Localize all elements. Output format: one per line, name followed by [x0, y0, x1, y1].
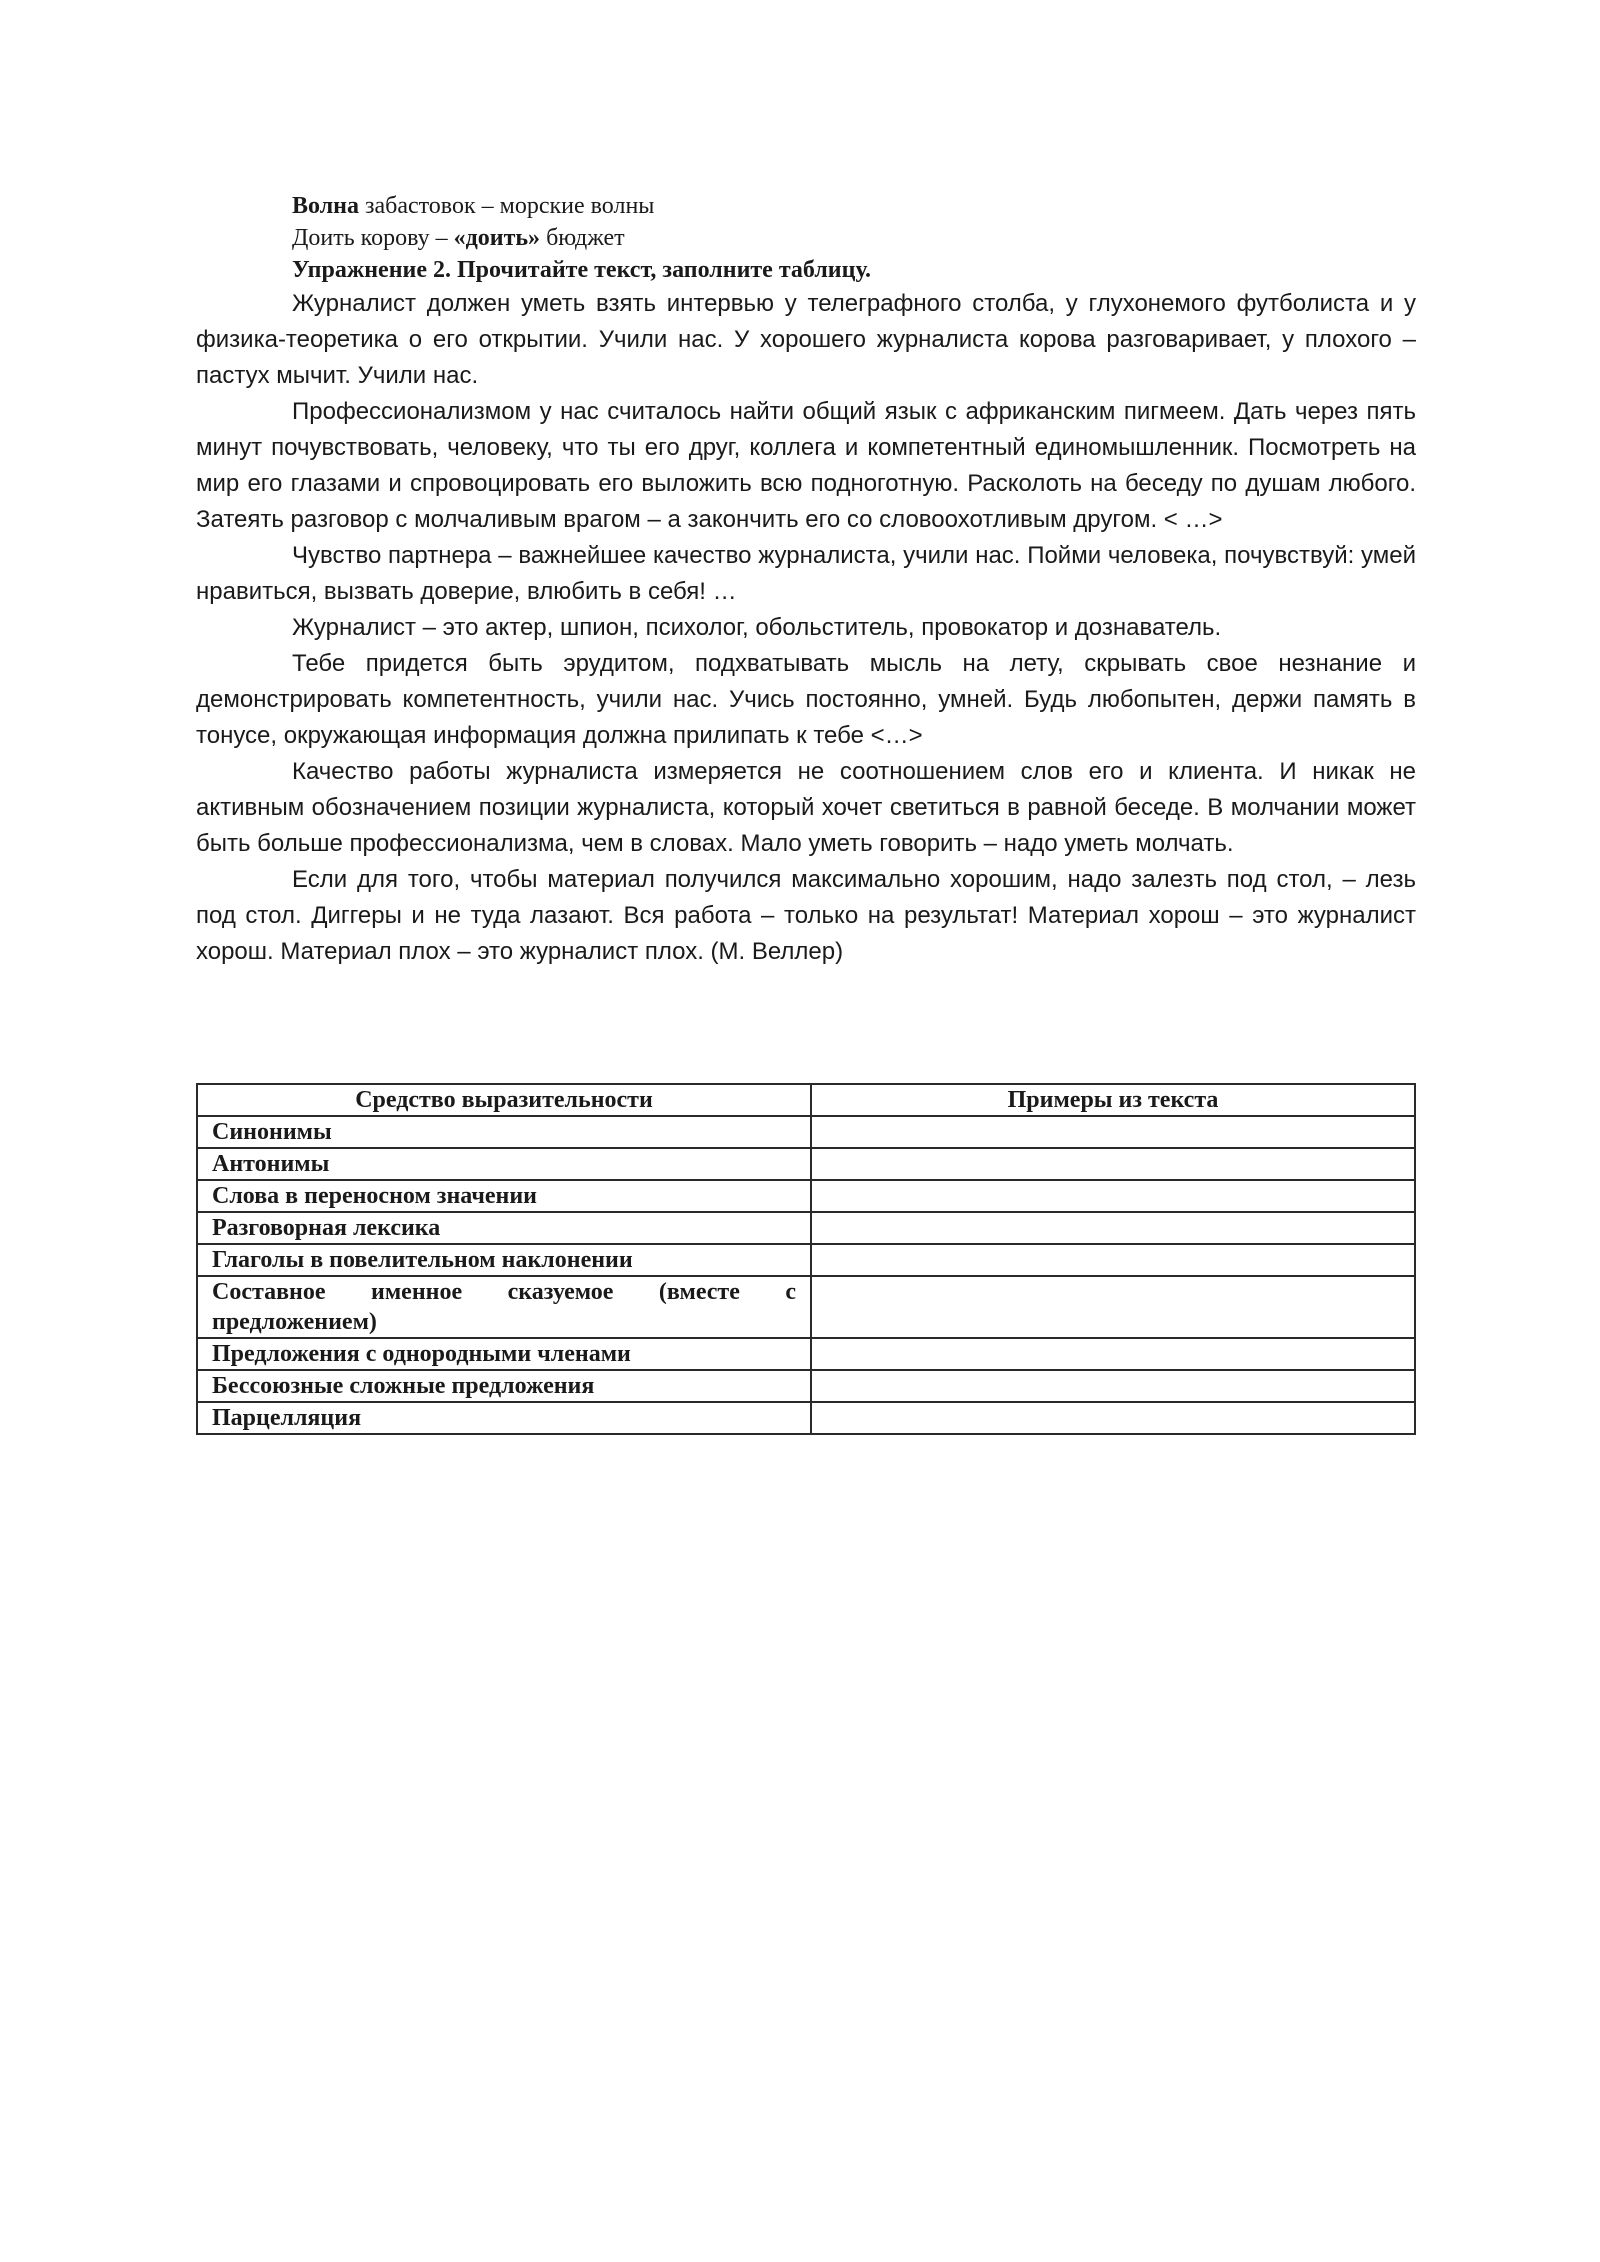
table-cell-means: Разговорная лексика [197, 1212, 811, 1244]
table-cell-examples[interactable] [811, 1338, 1415, 1370]
expressive-means-table [196, 1083, 1416, 1435]
table-cell-means: Парцелляция [197, 1402, 811, 1434]
table-cell-examples[interactable] [811, 1148, 1415, 1180]
intro-line-1-rest: забастовок – морские волны [358, 193, 655, 219]
table-header-examples: Примеры из текста [811, 1084, 1415, 1116]
paragraph: Журналист должен уметь взять интервью у телеграфного столба, у глухонемого футболиста и у физика-теоретика о его открытии. Учили нас. У хорошего журналиста корова разговаривает, у плохого – пастух мычит. Учили нас. [196, 290, 1416, 389]
intro-line-1 [196, 190, 1416, 222]
intro-line-2 [196, 222, 1416, 254]
table-cell-examples[interactable] [811, 1116, 1415, 1148]
table-cell-means: Антонимы [197, 1148, 811, 1180]
table-row [197, 1370, 1415, 1402]
table-cell-means: Глаголы в повелительном наклонении [197, 1244, 811, 1276]
table-row [197, 1180, 1415, 1212]
table-cell-means: Предложения с однородными членами [197, 1338, 811, 1370]
intro-line-2-bold: «доить» [453, 225, 541, 251]
table-cell-examples[interactable] [811, 1180, 1415, 1212]
paragraph: Качество работы журналиста измеряется не соотношением слов его и клиента. И никак не активным обозначением позиции журналиста, который хочет светиться в равной беседе. В молчании может быть больше профессионализма, чем в словах. Мало уметь говорить – надо уметь молчать. [196, 758, 1416, 857]
table-cell-examples[interactable] [811, 1370, 1415, 1402]
intro-line-2-end: бюджет [540, 225, 625, 251]
intro-line-1-bold: Волна [292, 193, 359, 219]
table-cell-examples[interactable] [811, 1212, 1415, 1244]
table-cell-examples[interactable] [811, 1402, 1415, 1434]
table-row [197, 1276, 1415, 1338]
table-cell-means: Бессоюзные сложные предложения [197, 1370, 811, 1402]
table-cell-means: Составное именное сказуемое (вместе с предложением) [197, 1276, 811, 1338]
table-row [197, 1116, 1415, 1148]
table-cell-means: Синонимы [197, 1116, 811, 1148]
table-row [197, 1244, 1415, 1276]
table-cell-examples[interactable] [811, 1276, 1415, 1338]
paragraph: Профессионализмом у нас считалось найти общий язык с африканским пигмеем. Дать через пять минут почувствовать, человеку, что ты его друг, коллега и компетентный единомышленник. Посмотреть на мир его глазами и спровоцировать его выложить всю подноготную. Расколоть на беседу по душам любого. Затеять разговор с молчаливым врагом – а закончить его со словоохотливым другом. < …> [196, 398, 1416, 533]
table-cell-examples[interactable] [811, 1244, 1415, 1276]
table-row [197, 1148, 1415, 1180]
exercise-title [196, 254, 1416, 286]
paragraph: Журналист – это актер, шпион, психолог, обольститель, провокатор и дознаватель. [292, 614, 1222, 641]
table-row [197, 1212, 1415, 1244]
table-row [197, 1338, 1415, 1370]
paragraph: Чувство партнера – важнейшее качество журналиста, учили нас. Пойми человека, почувствуй: умей нравиться, вызвать доверие, влюбить в себя! … [196, 542, 1416, 605]
table-cell-means: Слова в переносном значении [197, 1180, 811, 1212]
table-header-row [197, 1084, 1415, 1116]
paragraph: Если для того, чтобы материал получился максимально хорошим, надо залезть под стол, – лезь под стол. Диггеры и не туда лазают. Вся работа – только на результат! Материал хорош – это журналист хорош. Материал плох – это журналист плох. (М. Веллер) [196, 866, 1416, 965]
exercise-title-text: Упражнение 2. Прочитайте текст, заполните таблицу. [292, 257, 872, 283]
table-row [197, 1402, 1415, 1434]
intro-line-2-start: Доить корову – [292, 225, 454, 251]
table-header-means: Средство выразительности [197, 1084, 811, 1116]
paragraph: Тебе придется быть эрудитом, подхватывать мысль на лету, скрывать свое незнание и демонстрировать компетентность, учили нас. Учись постоянно, умней. Будь любопытен, держи память в тонусе, окружающая информация должна прилипать к тебе <…> [196, 650, 1416, 749]
document-body [196, 190, 1416, 970]
